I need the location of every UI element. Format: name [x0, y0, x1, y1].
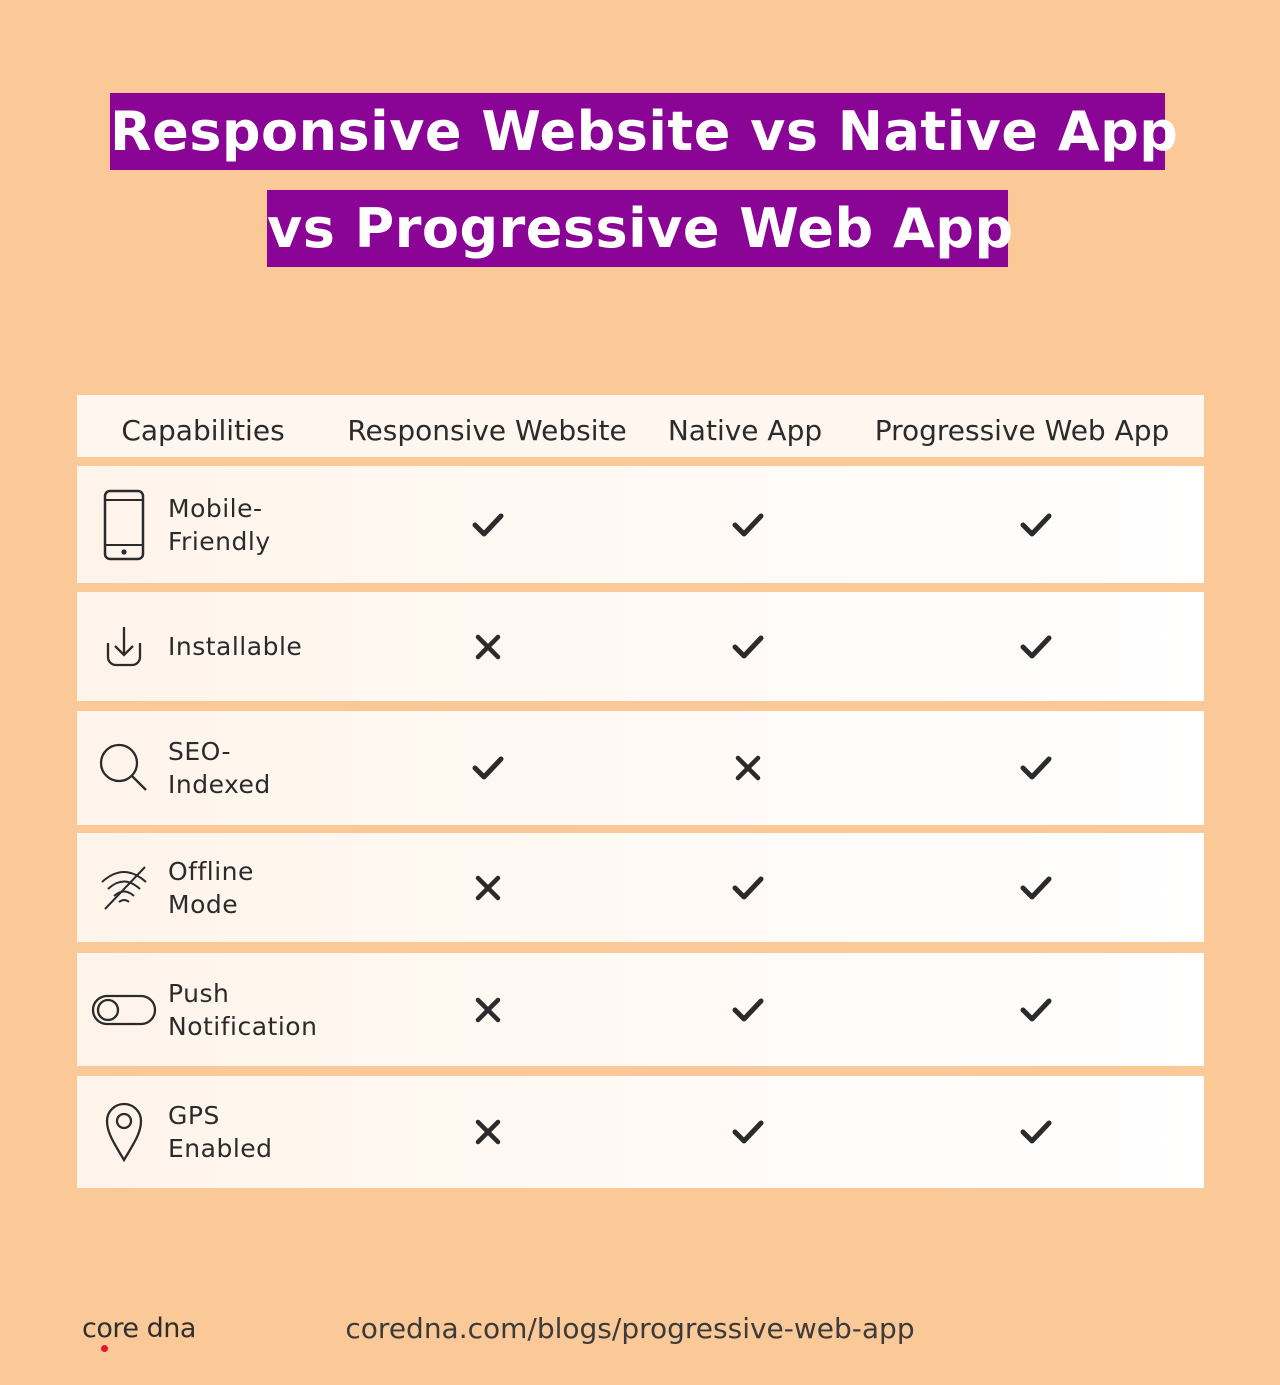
wifi-off-icon — [89, 833, 159, 942]
check-icon-progressive-web-app — [1016, 1076, 1056, 1188]
capability-label-line: Enabled — [168, 1134, 273, 1163]
download-icon — [89, 592, 159, 701]
capability-label — [168, 1076, 273, 1188]
header-progressive-web-app: Progressive Web App — [874, 414, 1170, 447]
page-title-line-2: vs Progressive Web App — [267, 190, 1008, 267]
check-icon-progressive-web-app — [1016, 833, 1056, 942]
table-row — [77, 1076, 1204, 1188]
check-icon-native-app — [728, 1076, 768, 1188]
header-native-app: Native App — [667, 414, 823, 447]
capability-label-line: Installable — [168, 632, 303, 661]
check-icon-native-app — [728, 592, 768, 701]
table-row — [77, 592, 1204, 701]
header-capabilities: Capabilities — [121, 414, 285, 447]
table-row — [77, 711, 1204, 825]
check-icon-progressive-web-app — [1016, 466, 1056, 583]
cross-icon-responsive-website — [468, 953, 508, 1066]
check-icon-native-app — [728, 833, 768, 942]
cross-icon-responsive-website — [468, 1076, 508, 1188]
capability-label-line: SEO- — [168, 737, 232, 766]
table-row — [77, 833, 1204, 942]
check-icon-progressive-web-app — [1016, 592, 1056, 701]
cross-icon-responsive-website — [468, 833, 508, 942]
check-icon-responsive-website — [468, 466, 508, 583]
toggle-icon — [89, 953, 159, 1066]
search-icon — [89, 711, 159, 825]
capability-label-line: Notification — [168, 1011, 318, 1041]
capability-label — [168, 833, 254, 942]
check-icon-native-app — [728, 953, 768, 1066]
table-row — [77, 466, 1204, 583]
smartphone-icon — [89, 466, 159, 583]
capability-label-line: Push — [168, 978, 230, 1008]
cross-icon-native-app — [728, 711, 768, 825]
page-title-line-1: Responsive Website vs Native App — [110, 93, 1165, 170]
logo-text: co re dna — [82, 1313, 196, 1344]
table-header — [77, 395, 1204, 457]
footer-url: coredna.com/blogs/progressive-web-app — [345, 1312, 915, 1345]
check-icon-progressive-web-app — [1016, 711, 1056, 825]
capability-label — [168, 466, 271, 583]
table-row — [77, 953, 1204, 1066]
cross-icon-responsive-website — [468, 592, 508, 701]
check-icon-responsive-website — [468, 711, 508, 825]
capability-label-line: Mode — [168, 889, 239, 919]
capability-label-line: Friendly — [168, 526, 271, 556]
capability-label-line: Mobile- — [168, 493, 263, 523]
capability-label — [168, 592, 302, 701]
capability-label — [168, 711, 271, 825]
capability-label-line: GPS — [168, 1101, 220, 1130]
map-pin-icon — [89, 1076, 159, 1188]
check-icon-native-app — [728, 466, 768, 583]
header-responsive-website: Responsive Website — [347, 414, 627, 447]
capability-label-line: Offline — [168, 856, 254, 886]
capability-label — [168, 953, 317, 1066]
capability-label-line: Indexed — [168, 770, 271, 799]
check-icon-progressive-web-app — [1016, 953, 1056, 1066]
